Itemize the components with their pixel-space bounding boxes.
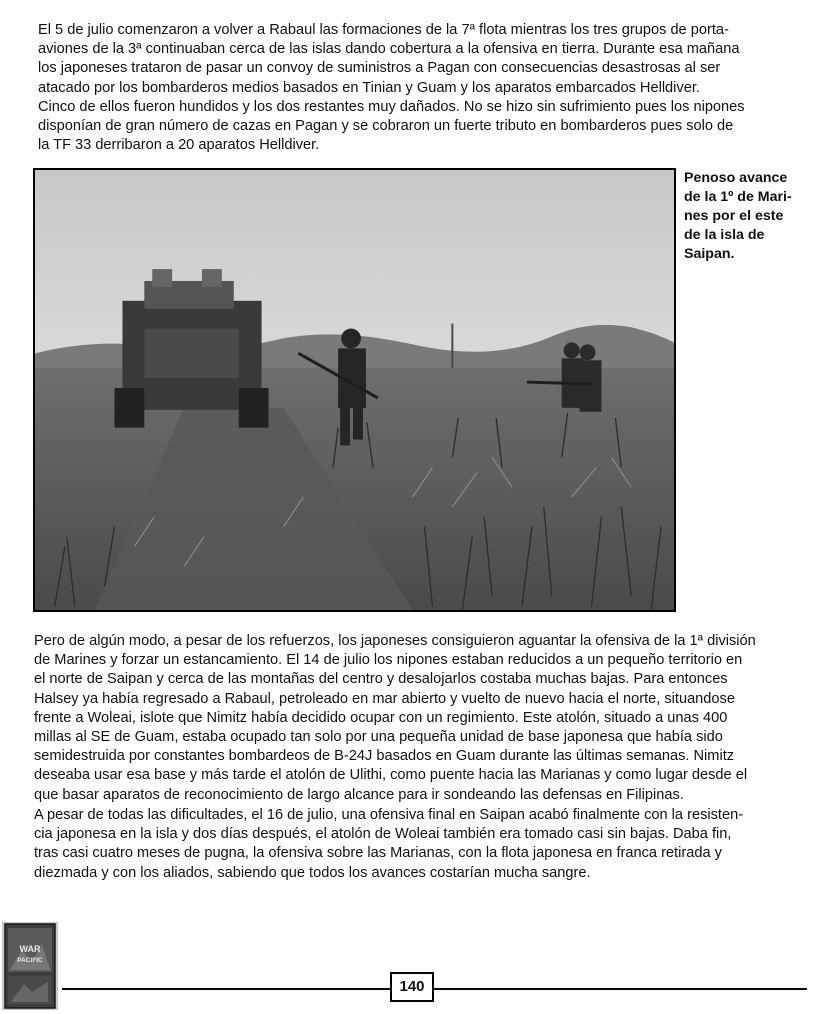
- paragraph-conclusion: A pesar de todas las dificultades, el 16 de julio, una ofensiva final en Saipan acabó finalmente con la resisten- cia japonesa en la isla y dos días después, el atolón de Woleai también era tomado casi sin bajas. Daba fin, tras casi cuatro meses de pugna, la ofensiva sobre las Marianas, con la flota japonesa en franca retirada y diezmada y con los aliados, sabiendo que todos los avances costarían mucha sangre.: [34, 807, 744, 881]
- war-photo: [33, 168, 676, 612]
- page-number: 140: [390, 972, 434, 1002]
- dvd-title-line2: PACIFIC: [17, 957, 43, 964]
- footer-rule-left: [62, 988, 390, 990]
- footer-rule-right: [434, 988, 807, 990]
- paragraph-stalemate: Pero de algún modo, a pesar de los refuerzos, los japoneses consiguieron aguantar la ofensiva de la 1ª división de Marines y forzar un estancamiento. El 14 de julio los nipones estaban reducidos a un pequeño territorio en el norte de Saipan y cerca de las montañas del centro y desalojarlos costaba muchas bajas. Para entonces Halsey ya había regresado a Rabaul, petroleado en mar abierto y vuelto de nuevo hacia el norte, situandose frente a Woleai, islote que Nimitz había decidido ocupar con un regimiento. Este atolón, situado a unas 400 millas al SE de Guam, estaba ocupado tan solo por una pequeña unidad de base japonesa que había sido semidestruida por constantes bombardeos de B-24J basados en Guam durante las últimas semanas. Nimitz deseaba usar esa base y más tarde el atolón de Ulithi, como puente hacia las Marianas y como lugar desde el que basar aparatos de reconocimiento de largo alcance para ir sondeando las defensas en Filipinas.: [34, 633, 756, 803]
- dvd-cover-art: [2, 922, 58, 1010]
- marines-tank-photo: [35, 170, 674, 610]
- dvd-cover-thumbnail: [2, 922, 58, 1010]
- paragraph-intro: El 5 de julio comenzaron a volver a Rabaul las formaciones de la 7ª flota mientras los tres grupos de porta- aviones de la 3ª continuaban cerca de las islas dando cobertura a la ofensiva en tierra. Durante esa mañana los japoneses trataron de pasar un convoy de suministros a Pagan con consecuencias desastrosas al ser atacado por los bombarderos medios basados en Tinian y Guam y los aparatos embarcados Helldiver. Cinco de ellos fueron hundidos y los dos restantes muy dañados. No se hizo sin sufrimiento pues los nipones disponían de gran número de cazas en Pagan y se cobraron un fuerte tributo en bombarderos pues solo de la TF 33 derribaron a 20 aparatos Helldiver.: [38, 22, 745, 154]
- dvd-title-line1: WAR: [19, 944, 41, 954]
- photo-caption: Penoso avance de la 1º de Mari- nes por el este de la isla de Saipan.: [684, 170, 792, 262]
